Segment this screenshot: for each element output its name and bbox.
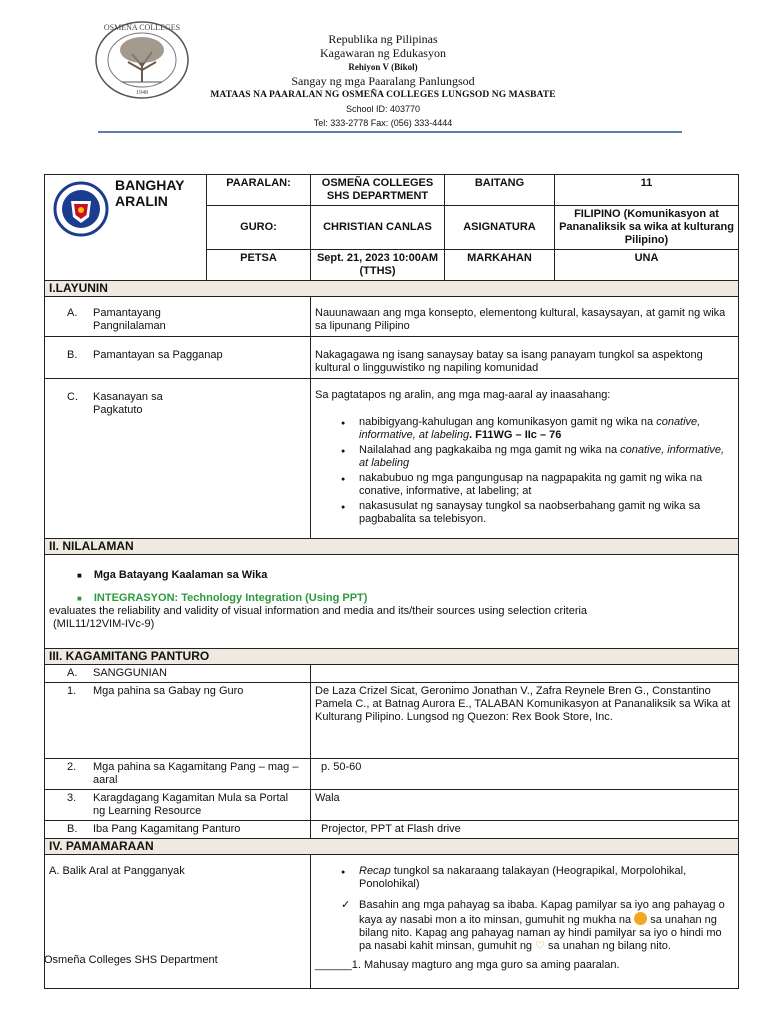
paaralan-label: PAARALAN: — [207, 175, 311, 206]
header-divider — [98, 131, 682, 133]
sanggunian-row — [45, 665, 311, 683]
nilalaman-content — [45, 555, 739, 649]
kagamitan-row2-num: 2. — [67, 761, 77, 773]
nilalaman-desc: evaluates the reliability and validity of visual information and media and its/their sources using selection criteria — [49, 605, 588, 617]
sanggunian-letter: A. — [67, 667, 78, 679]
kagamitan-row3-num: 3. — [67, 792, 77, 804]
layunin-a-label-cell — [45, 297, 311, 337]
layunin-a-label: Pamantayang Pangnilalaman — [93, 307, 166, 332]
recap-list — [315, 865, 734, 891]
instruction-item: ✓ Basahin ang mga pahayag sa ibaba. Kapag pamilyar sa iyo ang pahayag o kaya ay nasabi mon a ito minsan, gumuhit ng mukha na sa unahan ng bilang nito. Kapag ang pahayag naman ay hindi pamilyar sa iyo o hindi mo pa nasabi kahit minsan, gumuhit ng ♡ sa unahan ng bilang nito. — [341, 899, 725, 952]
objective-item: ● nabibigyang-kahulugan ang komunikasyon gamit ng wika na conative, informative, at labeling. F11WG – IIc – 76 — [359, 416, 734, 442]
layunin-b-label: Pamantayan sa Pagganap — [93, 349, 223, 361]
header-line3: Rehiyon V (Bikol) — [348, 62, 418, 72]
statement-item: ______1. Mahusay magturo ang mga guro sa aming paaralan. — [315, 959, 620, 971]
deped-logo-icon — [53, 181, 109, 237]
sanggunian-value — [311, 665, 739, 683]
kagamitan-row2-value: p. 50-60 — [311, 759, 739, 790]
objective-item: ● nakabubuo ng mga pangungusap na nagpapakita ng gamit ng wika na conative, informative, at labeling; at — [359, 472, 734, 498]
kagamitan-row1-label-cell — [45, 683, 311, 759]
kagamitan-b-letter: B. — [67, 823, 78, 835]
header-line1: Republika ng Pilipinas — [328, 32, 438, 46]
seal-year: 1948 — [136, 90, 148, 96]
smiley-face-icon — [634, 912, 647, 925]
title-cell — [45, 175, 207, 281]
asignatura-value: FILIPINO (Komunikasyon at Pananaliksik sa wika at kulturang Pilipino) — [555, 206, 739, 250]
lesson-plan-title: BANGHAY ARALIN — [115, 177, 185, 209]
layunin-b-text: Nakagagawa ng isang sanaysay batay sa isang panayam tungkol sa aspektong kultural o lingguwistiko ng napiling komunidad — [311, 337, 739, 379]
contact-line: Tel: 333-2778 Fax: (056) 333-4444 — [313, 118, 453, 128]
sanggunian-label: SANGGUNIAN — [93, 667, 167, 679]
kagamitan-row3-label-cell — [45, 790, 311, 821]
header-line4: Sangay ng mga Paaralang Panlungsod — [291, 74, 475, 88]
nilalaman-integrasyon: INTEGRASYON: Technology Integration (Using PPT) — [93, 592, 368, 604]
petsa-value: Sept. 21, 2023 10:00AM (TTHS) — [311, 250, 445, 281]
layunin-a-letter: A. — [67, 307, 78, 319]
page-footer: Osmeña Colleges SHS Department — [44, 954, 218, 966]
letterhead — [0, 0, 768, 140]
layunin-c-label-cell — [45, 379, 311, 539]
checkmark-icon: ✓ — [341, 899, 351, 911]
kagamitan-b-label: Iba Pang Kagamitang Panturo — [93, 823, 241, 835]
layunin-c-intro: Sa pagtatapos ng aralin, ang mga mag-aaral ay inaasahang: — [315, 389, 611, 401]
recap-item: ● Recap tungkol sa nakaraang talakayan (Heograpikal, Morpolohikal, Ponolohikal) — [359, 865, 734, 891]
osmena-colleges-seal-icon — [94, 20, 190, 100]
asignatura-label: ASIGNATURA — [445, 206, 555, 250]
kagamitan-row1-label: Mga pahina sa Gabay ng Guro — [93, 685, 244, 697]
kagamitan-row1-num: 1. — [67, 685, 77, 697]
objectives-list — [315, 416, 734, 526]
lesson-plan-table — [44, 174, 739, 989]
kagamitan-row3-value: Wala — [311, 790, 739, 821]
objective-item: ● nakasusulat ng sanaysay tungkol sa naobserbahang gamit ng wika sa pagbabalita sa telebisyon. — [359, 500, 734, 526]
heart-icon: ♡ — [535, 940, 545, 952]
nilalaman-item1: Mga Batayang Kaalaman sa Wika — [93, 569, 268, 581]
square-bullet-icon: ■ — [77, 594, 82, 603]
guro-value: CHRISTIAN CANLAS — [311, 206, 445, 250]
nilalaman-heading: II. NILALAMAN — [45, 539, 739, 555]
baitang-value: 11 — [555, 175, 739, 206]
kagamitan-heading: III. KAGAMITANG PANTURO — [45, 649, 739, 665]
layunin-b-label-cell — [45, 337, 311, 379]
petsa-label: PETSA — [207, 250, 311, 281]
header-line5: MATAAS NA PAARALAN NG OSMEÑA COLLEGES LUNGSOD NG MASBATE — [210, 90, 556, 100]
layunin-heading: I.LAYUNIN — [45, 281, 739, 297]
square-bullet-icon: ■ — [77, 571, 82, 580]
layunin-a-text: Nauunawaan ang mga konsepto, elementong kultural, kasaysayan, at gamit ng wika sa lipunang Pilipino — [311, 297, 739, 337]
baitang-label: BAITANG — [445, 175, 555, 206]
kagamitan-row3-label: Karagdagang Kagamitan Mula sa Portal ng Learning Resource — [93, 792, 289, 817]
kagamitan-row2-label: Mga pahina sa Kagamitang Pang – mag – aaral — [93, 761, 299, 786]
kagamitan-row1-value: De Laza Crizel Sicat, Geronimo Jonathan V., Zafra Reynele Bren G., Constantino Pamela C., at Batnag Aurora E., TALABAN Komunikasyon at Pananaliksik sa Wika at Kulturang Pilipino. Lungsod ng Quezon: Rex Book Store, Inc. — [311, 683, 739, 759]
school-id: School ID: 403770 — [345, 104, 421, 114]
nilalaman-code: (MIL11/12VIM-IVc-9) — [53, 618, 155, 630]
header-line2: Kagawaran ng Edukasyon — [320, 46, 446, 60]
markahan-label: MARKAHAN — [445, 250, 555, 281]
objective-item: ● Nailalahad ang pagkakaiba ng mga gamit ng wika na conative, informative, at labeling — [359, 444, 734, 470]
kagamitan-b-label-cell — [45, 821, 311, 839]
layunin-c-letter: C. — [67, 391, 78, 403]
paaralan-value: OSMEÑA COLLEGES SHS DEPARTMENT — [311, 175, 445, 206]
guro-label: GURO: — [207, 206, 311, 250]
layunin-c-label: Kasanayan sa Pagkatuto — [93, 391, 163, 416]
seal-text: OSMEÑA COLLEGES — [103, 23, 181, 32]
kagamitan-row2-label-cell — [45, 759, 311, 790]
markahan-value: UNA — [555, 250, 739, 281]
pamamaraan-heading: IV. PAMAMARAAN — [45, 839, 739, 855]
kagamitan-b-value: Projector, PPT at Flash drive — [311, 821, 739, 839]
layunin-c-content — [311, 379, 739, 539]
pamamaraan-a-content — [311, 855, 739, 989]
pamamaraan-a-label: A. Balik Aral at Pangganyak — [45, 855, 311, 989]
layunin-b-letter: B. — [67, 349, 78, 361]
